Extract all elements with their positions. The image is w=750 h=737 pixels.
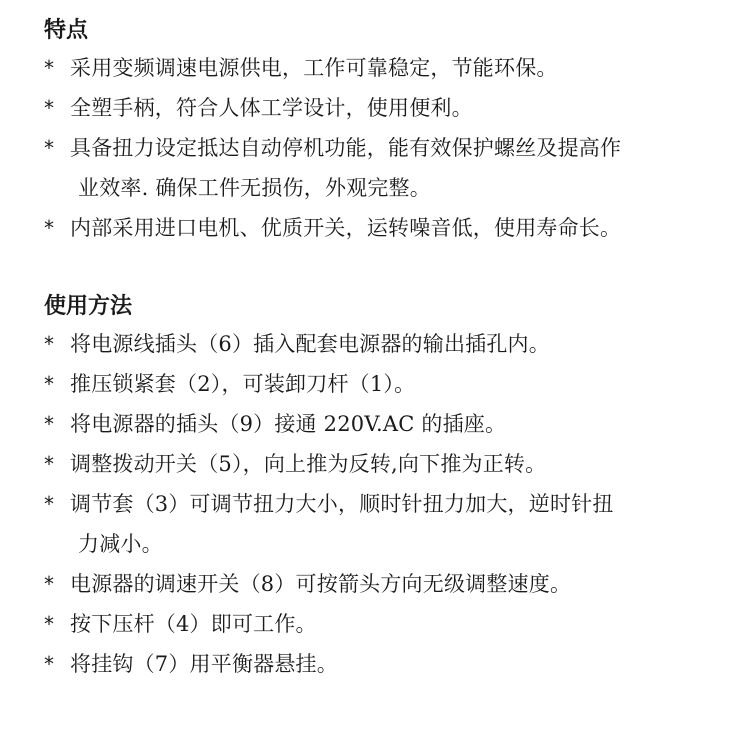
list-item (44, 644, 734, 684)
list-item-text: 将电源线插头（6）插入配套电源器的输出插孔内。 (70, 332, 550, 356)
list-item-text: 具备扭力设定抵达自动停机功能，能有效保护螺丝及提高作 (70, 136, 622, 160)
bullet-asterisk: * (44, 332, 55, 356)
list-item-text: 内部采用进口电机、优质开关，运转噪音低，使用寿命长。 (70, 216, 622, 240)
bullet-asterisk: * (44, 612, 55, 636)
section-spacer (44, 248, 734, 290)
list-item-text-continued: 力减小。 (78, 532, 163, 556)
list-item-text: 将电源器的插头（9）接通 220V.AC 的插座。 (70, 412, 507, 436)
list-item (44, 444, 734, 484)
bullet-asterisk: * (44, 452, 55, 476)
bullet-asterisk: * (44, 572, 55, 596)
features-heading: 特点 (44, 18, 89, 43)
list-item (44, 564, 734, 604)
bullet-asterisk: * (44, 652, 55, 676)
usage-list (44, 324, 734, 684)
list-item (44, 208, 734, 248)
list-item-text: 按下压杆（4）即可工作。 (70, 612, 317, 636)
document-body (44, 14, 734, 684)
list-item (44, 364, 734, 404)
list-item-text: 推压锁紧套（2），可装卸刀杆（1）。 (70, 372, 416, 396)
bullet-asterisk: * (44, 96, 55, 120)
list-item-text: 调整拨动开关（5），向上推为反转,向下推为正转。 (70, 452, 547, 476)
list-item (44, 484, 734, 564)
bullet-asterisk: * (44, 216, 55, 240)
list-item (44, 324, 734, 364)
bullet-asterisk: * (44, 136, 55, 160)
list-item (44, 88, 734, 128)
list-item-text: 将挂钩（7）用平衡器悬挂。 (70, 652, 338, 676)
bullet-asterisk: * (44, 492, 55, 516)
bullet-asterisk: * (44, 56, 55, 80)
list-item-text: 调节套（3）可调节扭力大小，顺时针扭力加大，逆时针扭 (70, 492, 614, 516)
list-item (44, 128, 734, 208)
list-item (44, 604, 734, 644)
list-item-text: 电源器的调速开关（8）可按箭头方向无级调整速度。 (70, 572, 572, 596)
bullet-asterisk: * (44, 372, 55, 396)
features-list (44, 48, 734, 248)
list-item-text: 全塑手柄，符合人体工学设计，使用便利。 (70, 96, 473, 120)
list-item-text: 采用变频调速电源供电，工作可靠稳定，节能环保。 (70, 56, 558, 80)
list-item-text-continued: 业效率. 确保工件无损伤，外观完整。 (78, 176, 431, 200)
list-item (44, 48, 734, 88)
bullet-asterisk: * (44, 412, 55, 436)
list-item (44, 404, 734, 444)
usage-heading: 使用方法 (44, 294, 133, 319)
